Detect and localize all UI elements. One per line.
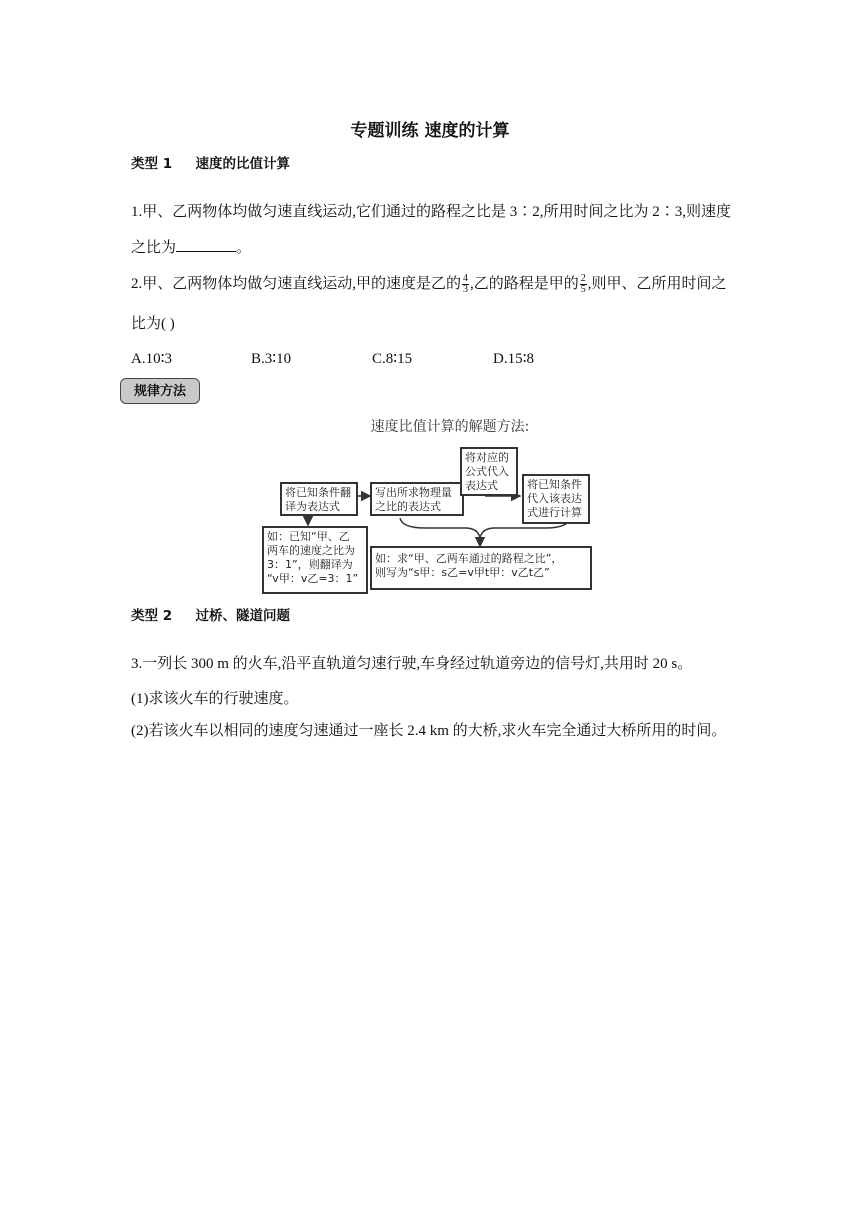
section-2-name: 过桥、隧道问题 [195, 608, 290, 624]
example-1-line-3: 3：1”，则翻译为 [267, 558, 353, 571]
flow-example-expression [370, 546, 592, 590]
section-1-heading [131, 152, 290, 172]
flow-step-4-line-2: 代入该表达 [527, 492, 582, 505]
answer-blank[interactable] [176, 237, 236, 252]
question-2-part-2: ,乙的路程是甲的 [470, 276, 579, 292]
flow-step-4-line-3: 式进行计算 [527, 506, 582, 519]
question-2-line-1 [131, 274, 727, 295]
fraction-2-numerator: 2 [580, 273, 586, 285]
question-3-sub-2: (2)若该火车以相同的速度匀速通过一座长 2.4 km 的大桥,求火车完全通过大桥所用的时间。 [131, 723, 727, 739]
flow-step-expression [370, 482, 464, 516]
fraction-1-numerator: 4 [463, 273, 469, 285]
question-1-prefix: 之比为 [131, 240, 177, 256]
option-b[interactable]: B.3∶10 [251, 351, 292, 367]
option-d[interactable]: D.15∶8 [493, 351, 534, 367]
question-1-line-1: 1.甲、乙两物体均做匀速直线运动,它们通过的路程之比是 3∶2,所用时间之比为 2∶3,则速度 [131, 204, 732, 220]
flow-step-calculate [522, 474, 590, 524]
fraction-2-denominator: 5 [580, 284, 586, 296]
question-2-part-1: 2.甲、乙两物体均做匀速直线运动,甲的速度是乙的 [131, 276, 462, 292]
example-1-line-4: “v甲：v乙=3：1” [267, 572, 359, 585]
section-2-label: 类型 2 [131, 608, 173, 624]
example-2-line-1: 如：求“甲、乙两车通过的路程之比”， [375, 552, 563, 565]
example-1-line-2: 两车的速度之比为 [267, 544, 355, 557]
fraction-four-thirds [462, 274, 469, 295]
question-1-line-2 [131, 237, 251, 258]
flow-caption: 速度比值计算的解题方法: [370, 419, 530, 435]
flow-step-3-line-1: 将对应的 [465, 451, 509, 464]
option-a[interactable]: A.10∶3 [131, 351, 172, 367]
section-1-name: 速度的比值计算 [195, 156, 290, 172]
method-tag: 规律方法 [120, 378, 200, 404]
flow-step-1-line-2: 译为表达式 [285, 500, 340, 513]
question-1-suffix: 。 [236, 240, 252, 256]
flow-step-3-line-2: 公式代入 [465, 465, 509, 478]
question-3-sub-1: (1)求该火车的行驶速度。 [131, 691, 299, 707]
flow-example-translate [262, 526, 368, 594]
method-flowchart [250, 440, 610, 600]
flow-step-substitute-formula [460, 447, 518, 496]
flow-step-2-line-1: 写出所求物理量 [375, 486, 452, 499]
section-1-label: 类型 1 [131, 156, 173, 172]
page-title: 专题训练 速度的计算 [350, 121, 510, 141]
flow-step-2-line-2: 之比的表达式 [375, 500, 441, 513]
example-2-line-2: 则写为“s甲：s乙=v甲t甲：v乙t乙” [375, 566, 550, 579]
flow-step-3-line-3: 表达式 [465, 479, 498, 492]
question-3-stem: 3.一列长 300 m 的火车,沿平直轨道匀速行驶,车身经过轨道旁边的信号灯,共用时 20 s。 [131, 656, 693, 672]
section-2-heading [131, 604, 290, 624]
option-c[interactable]: C.8∶15 [372, 351, 413, 367]
flow-step-translate [280, 482, 358, 516]
fraction-1-denominator: 3 [463, 284, 469, 296]
example-1-line-1: 如：已知“甲、乙 [267, 530, 350, 543]
question-2-part-3: ,则甲、乙所用时间之 [587, 276, 727, 292]
flow-step-1-line-1: 将已知条件翻 [285, 486, 351, 499]
fraction-two-fifths [580, 274, 587, 295]
flow-step-4-line-1: 将已知条件 [527, 478, 582, 491]
question-2-line-2: 比为( ) [131, 316, 175, 332]
